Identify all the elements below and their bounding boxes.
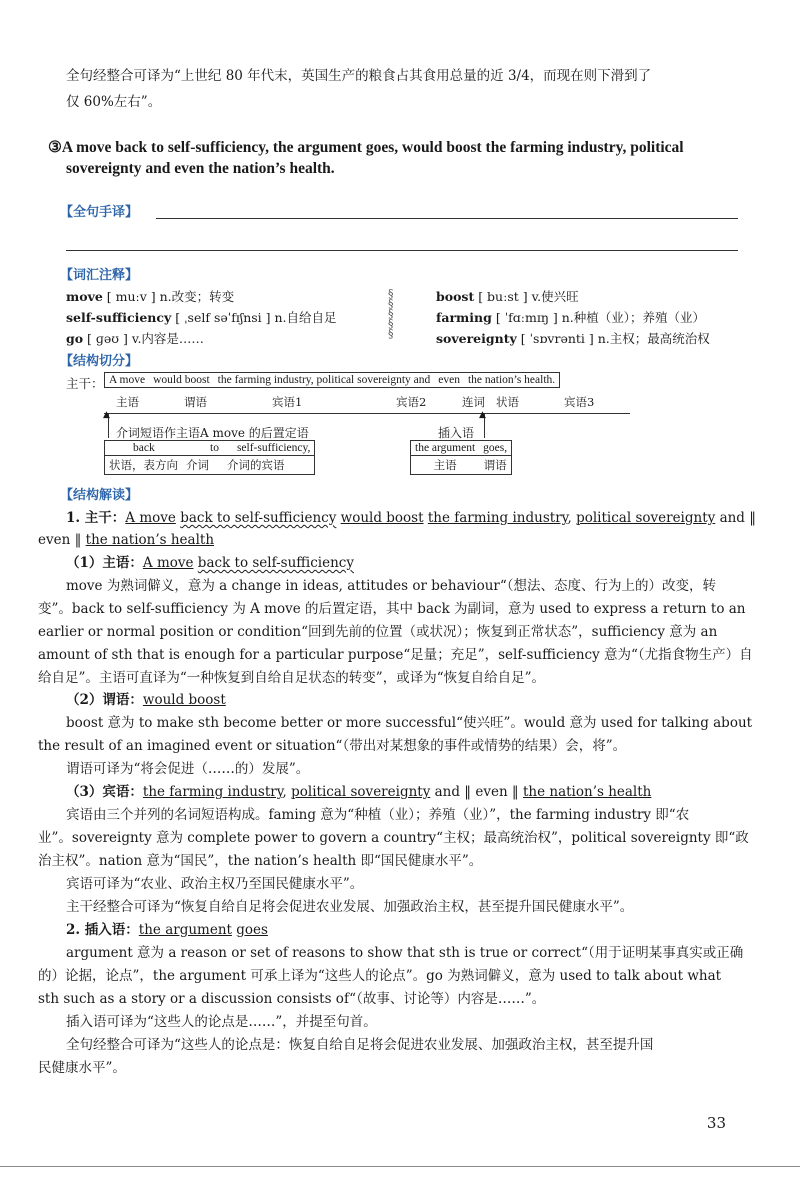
structure-prefix: 主干：	[66, 376, 104, 391]
analysis-heading-1-cont: even ‖ the nation’s health	[38, 532, 215, 548]
top-text-line-2: 仅 60%左右”。	[66, 94, 162, 110]
tag: 连词	[462, 395, 485, 409]
para-2-line: 谓语可译为“将会促进（……的）发展”。	[66, 761, 310, 777]
analysis-label: 【结构解读】	[60, 488, 139, 503]
analysis-heading-2: 2. 插入语：the argument goes	[66, 922, 268, 938]
para-4-line: argument 意为 a reason or set of reasons to show that sth is true or correct“（用于证明某事真实或正确	[66, 945, 744, 961]
para-2-line: boost 意为 to make sth become better or more successful“使兴旺”。would 意为 used for talking about	[66, 715, 753, 731]
translation-line-1[interactable]	[156, 218, 738, 219]
arrow-up-icon: ▲	[103, 410, 110, 420]
tag: 状语	[496, 395, 519, 409]
right-note: 插入语	[438, 426, 475, 440]
sentence-line-2: sovereignty and even the nation’s health.	[66, 160, 335, 177]
analysis-heading-1: 1. 主干：A move back to self-sufficiency would boost the farming industry, political sovereignty and ‖	[66, 510, 756, 526]
struct-cell: the nation’s health.	[464, 373, 560, 388]
predicate-heading: （2）谓语：would boost	[66, 692, 226, 708]
para-4-line: 的）论据，论点”，the argument 可承上译为“这些人的论点”。go 为熟词僻义，意为 used to talk about what	[38, 968, 722, 984]
para-1-line: amount of sth that is enough for a particular purpose“足量；充足”，self-sufficiency 意为“（尤指食物生产）自	[38, 647, 753, 663]
page-number: 33	[706, 1114, 726, 1132]
arrow-up-icon: ▲	[479, 410, 486, 420]
tag: 主语	[411, 456, 480, 475]
tag: 宾语2	[396, 395, 427, 409]
sentence-line-1: ③A move back to self-sufficiency, the argument goes, would boost the farming industry, political	[48, 139, 684, 156]
tag: 状语，表方向	[105, 456, 183, 475]
struct-cell: goes,	[483, 442, 508, 454]
para-1-line: move 为熟词僻义，意为 a change in ideas, attitudes or behaviour“（想法、态度、行为上的）改变，转	[66, 578, 717, 594]
para-3-line: 宾语可译为“农业、政治主权乃至国民健康水平”。	[66, 876, 364, 892]
tag: 谓语	[184, 395, 207, 409]
struct-cell: the farming industry, political sovereignty and	[214, 373, 435, 388]
para-4-line: 插入语可译为“这些人的论点是……”，并提至句首。	[66, 1014, 377, 1030]
vocab-label: 【词汇注释】	[60, 268, 139, 283]
struct-cell: would boost	[149, 373, 214, 388]
vocab-right-2: farming [ ˈfɑːmɪŋ ] n.种植（业）；养殖（业）	[436, 310, 705, 325]
tag: 谓语	[479, 456, 511, 475]
para-1-line: earlier or normal position or condition“回到先前的位置（或状况）；恢复到正常状态”，sufficiency 意为 an	[38, 624, 718, 640]
structure-right	[410, 440, 512, 475]
tag: 宾语3	[564, 395, 595, 409]
tag: 主语	[116, 395, 139, 409]
translation-line-2[interactable]	[66, 250, 738, 251]
para-3-line: 业”。sovereignty 意为 complete power to govern a country“主权；最高统治权”，political sovereignty 即“政	[38, 830, 749, 846]
structure-top	[104, 372, 560, 388]
tag: 宾语1	[272, 395, 303, 409]
struct-cell: to	[210, 442, 219, 454]
vocab-left-1: move [ muːv ] n.改变；转变	[66, 289, 235, 304]
vocab-right-3: sovereignty [ ˈsɒvrənti ] n.主权；最高统治权	[436, 331, 710, 346]
para-1-line: 变”。back to self-sufficiency 为 A move 的后置定语，其中 back 为副词，意为 used to express a return to an	[38, 601, 746, 617]
left-note: 介词短语作主语A move 的后置定语	[116, 426, 309, 440]
struct-underline	[104, 413, 630, 414]
para-3-line: 宾语由三个并列的名词短语构成。faming 意为“种植（业）；养殖（业）”，the farming industry 即“农	[66, 807, 690, 823]
struct-cell: back	[133, 442, 155, 454]
subject-heading: （1）主语：A move back to self-sufficiency	[66, 555, 354, 571]
para-4-line: 全句经整合可译为“这些人的论点是：恢复自给自足将会促进农业发展、加强政治主权，甚至提升国	[66, 1037, 654, 1053]
struct-cell: the argument	[415, 442, 476, 454]
structure-label: 【结构切分】	[60, 354, 139, 369]
tag: 介词	[182, 456, 223, 475]
object-heading: （3）宾语：the farming industry, political sovereignty and ‖ even ‖ the nation’s health	[66, 784, 652, 800]
para-3-line: 主干经整合可译为“恢复自给自足将会促进农业发展、加强政治主权，甚至提升国民健康水平”。	[66, 899, 634, 915]
struct-cell: A move	[105, 373, 150, 388]
para-1-line: 给自足”。主语可直译为“一种恢复到自给自足状态的转变”，或译为“恢复自给自足”。	[38, 670, 546, 686]
vocab-left-2: self-sufficiency [ ˌself səˈfɪʃnsi ] n.自给自足	[66, 310, 337, 325]
tag: 介词的宾语	[223, 456, 315, 475]
struct-cell: even	[434, 373, 464, 388]
structure-top-tags	[104, 394, 630, 412]
translation-label: 【全句手译】	[60, 205, 139, 220]
sentence-number: ③	[48, 139, 62, 156]
brace-divider: § § § § §	[388, 287, 394, 340]
para-4-line: 民健康水平”。	[38, 1060, 126, 1076]
para-4-line: sth such as a story or a discussion consists of“（故事、讨论等）内容是……”。	[38, 991, 546, 1007]
para-2-line: the result of an imagined event or situation“（带出对某想象的事件或情势的结果）会，将”。	[38, 738, 627, 754]
structure-left	[104, 440, 315, 475]
bottom-rule	[0, 1166, 800, 1167]
para-3-line: 治主权”。nation 意为“国民”，the nation’s health 即“国民健康水平”。	[38, 853, 483, 869]
top-text-line-1: 全句经整合可译为“上世纪 80 年代末，英国生产的粮食占其食用总量的近 3/4，而现在则下滑到了	[66, 68, 652, 84]
vocab-right-1: boost [ buːst ] v.使兴旺	[436, 289, 579, 304]
struct-cell: self-sufficiency,	[236, 442, 311, 454]
vocab-left-3: go [ ɡəʊ ] v.内容是……	[66, 331, 204, 346]
